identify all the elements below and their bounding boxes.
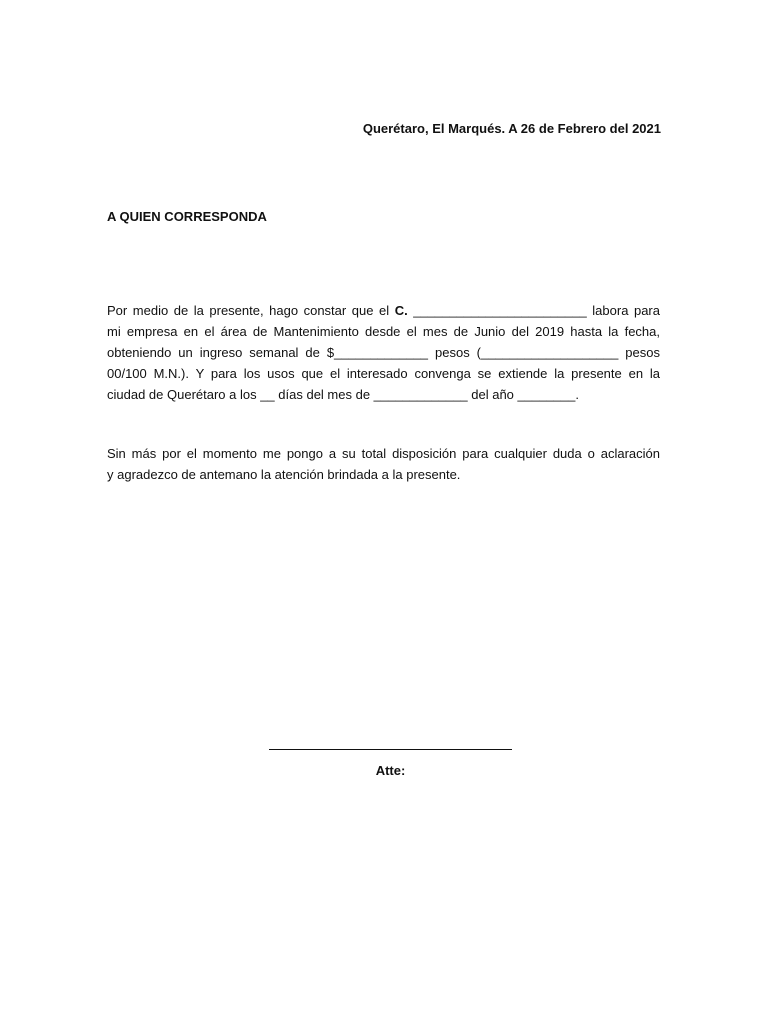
paragraph-line: obteniendo un ingreso semanal de $_____________ pesos (___________________ pesos [107, 345, 660, 360]
paragraph-line: 00/100 M.N.). Y para los usos que el interesado convenga se extiende la presente en la [107, 366, 660, 381]
text-run: ________________________ labora para [407, 303, 660, 318]
citizen-abbreviation: C. [394, 303, 408, 318]
paragraph-line: mi empresa en el área de Mantenimiento desde el mes de Junio del 2019 hasta la fecha, [107, 324, 660, 339]
signature-label: Atte: [375, 763, 406, 778]
text-run: Por medio de la presente, hago constar que el [107, 303, 395, 318]
paragraph-closing [107, 443, 660, 485]
paragraph-line [107, 300, 660, 321]
paragraph-line: y agradezco de antemano la atención brindada a la presente. [107, 467, 461, 482]
paragraph-certification [107, 300, 660, 405]
paragraph-line: Sin más por el momento me pongo a su total disposición para cualquier duda o aclaración [107, 446, 660, 461]
salutation: A QUIEN CORRESPONDA [107, 209, 267, 224]
date-line: Querétaro, El Marqués. A 26 de Febrero del 2021 [362, 121, 661, 136]
paragraph-line: ciudad de Querétaro a los __ días del mes de _____________ del año ________. [107, 387, 579, 402]
signature-line [269, 749, 512, 750]
